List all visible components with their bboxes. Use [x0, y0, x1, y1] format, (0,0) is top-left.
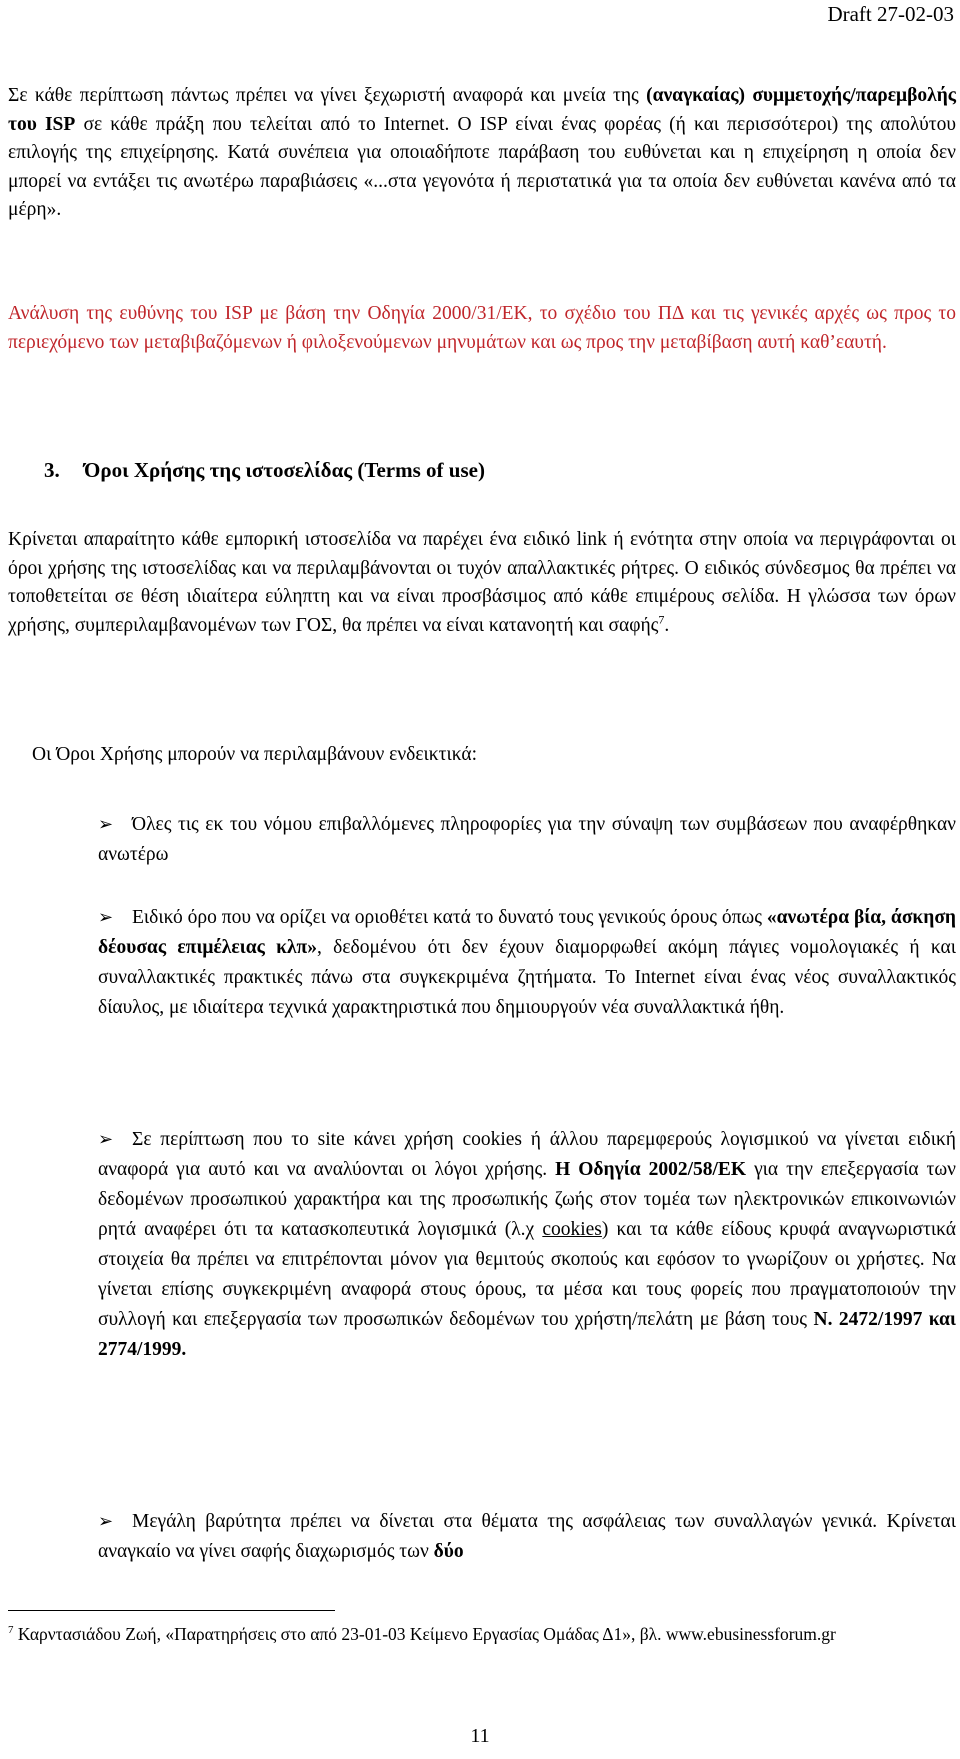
arrow-bullet-icon: ➢	[98, 1511, 114, 1531]
list-item	[98, 1124, 956, 1365]
bold-text: Ν. 2472/1997 και 2774/1999.	[98, 1309, 956, 1360]
text: Μεγάλη βαρύτητα πρέπει να δίνεται στα θέματα της ασφάλειας των συναλλαγών γενικά. Κρίνεται αναγκαίο να γίνει σαφής διαχωρισμός των	[98, 1511, 956, 1562]
list-item	[98, 1506, 956, 1567]
bold-text: δύο	[433, 1541, 464, 1562]
section-title: Όροι Χρήσης της ιστοσελίδας (Terms of use)	[84, 458, 485, 482]
arrow-bullet-icon: ➢	[98, 814, 114, 834]
footnote-marker: 7	[8, 1624, 14, 1637]
bold-text: (αναγκαίας) συμμετοχής/παρεμβολής του ISP	[8, 85, 956, 135]
paragraph-terms-of-use	[8, 526, 956, 640]
text: για την επεξεργασία των δεδομένων προσωπικού χαρακτήρα και της προσωπικής ζωής στον τομέα των ηλεκτρονικών επικοινωνιών ρητά αναφέρει ότι τα κατασκοπευτικά λογισμικά (λ.χ	[98, 1159, 957, 1240]
page-number: 11	[470, 1725, 490, 1747]
list-item	[98, 809, 956, 870]
footnote-text: Καρντασιάδου Ζωή, «Παρατηρήσεις στο από 23-01-03 Κείμενο Εργασίας Ομάδας Δ1», βλ. www.ebusinessforum.gr	[13, 1624, 836, 1644]
underlined-text: cookies	[542, 1219, 602, 1240]
footnote-divider	[8, 1610, 335, 1611]
text: Σε περίπτωση που το site κάνει χρήση cookies ή άλλου παρεμφερούς λογισμικού να γίνεται ειδική αναφορά για αυτό και να αναλύονται οι λόγοι χρήσης.	[98, 1129, 956, 1180]
paragraph-isp-participation	[8, 82, 956, 225]
text: .	[664, 614, 670, 636]
paragraph-isp-liability-note: Ανάλυση της ευθύνης του ISP με βάση την Οδηγία 2000/31/ΕΚ, το σχέδιο του ΠΔ και τις γενικές αρχές ως προς το περιεχόμενο των μεταβιβαζόμενων ή φιλοξενούμενων μηνυμάτων και ως προς την μεταβίβαση αυτή καθ’εαυτή.	[8, 303, 956, 353]
footnote-ref[interactable]: 7	[658, 612, 665, 626]
bold-text: «ανωτέρα βία, άσκηση δέουσας επιμέλειας κλπ»	[98, 907, 956, 958]
text: Κρίνεται απαραίτητο κάθε εμπορική ιστοσελίδα να παρέχει ένα ειδικό link ή ενότητα στην οποία να περιγράφονται οι όροι χρήσης της ιστοσελίδας και να περιλαμβάνονται οι τυχόν απαλλακτικές ρήτρες. Ο ειδικός σύνδεσμος θα πρέπει να τοποθετείται σε θέση ιδιαίτερα εύληπτη και να είναι προσβάσιμος από κάθε επιμέρους σελίδα. Η γλώσσα των όρων χρήσης, συμπεριλαμβανομένων των ΓΟΣ, θα πρέπει να είναι κατανοητή και σαφής	[8, 529, 956, 636]
arrow-bullet-icon: ➢	[98, 1129, 114, 1149]
text: Όλες τις εκ του νόμου επιβαλλόμενες πληροφορίες για την σύναψη των συμβάσεων που αναφέρθηκαν ανωτέρω	[98, 814, 956, 865]
section-heading	[44, 458, 485, 483]
bold-text: Η Οδηγία 2002/58/ΕΚ	[555, 1159, 747, 1180]
text: Σε κάθε περίπτωση πάντως πρέπει να γίνει ξεχωριστή αναφορά και μνεία της	[8, 85, 647, 106]
text: , δεδομένου ότι δεν έχουν διαμορφωθεί ακόμη πάγιες νομολογιακές ή και συναλλακτικές πρακτικές πάνω στα συγκεκριμένα ζητήματα. Το Internet είναι ένας νέος συναλλακτικός δίαυλος, με ιδιαίτερα τεχνικά χαρακτηριστικά που δημιουργούν νέα συναλλακτικά ήθη.	[98, 937, 956, 1018]
list-intro: Οι Όροι Χρήσης μπορούν να περιλαμβάνουν ενδεικτικά:	[32, 744, 478, 765]
text: Ειδικό όρο που να ορίζει να οριοθέτει κατά το δυνατό τους γενικούς όρους όπως	[132, 907, 767, 928]
list-item	[98, 902, 956, 1023]
section-number: 3.	[44, 458, 60, 482]
text: ) και τα κάθε είδους κρυφά αναγνωριστικά στοιχεία θα πρέπει να επιτρέπονται μόνον για θεμιτούς σκοπούς και εφόσον το γνωρίζουν οι χρήστες. Να γίνεται επίσης συγκεκριμένη αναφορά στους όρους, τα μέσα και τους φορείς που πραγματοποιούν την συλλογή και επεξεργασία των προσωπικών δεδομένων του χρήστη/πελάτη με βάση τους	[98, 1219, 956, 1330]
text: σε κάθε πράξη που τελείται από το Internet. Ο ISP είναι ένας φορέας (ή και περισσότεροι) της απολύτου επιλογής της επιχείρησης. Κατά συνέπεια για οποιαδήποτε παράβαση του ευθύνεται και η επιχείρηση η οποία δεν μπορεί να εντάξει τις ανωτέρω παραβιάσεις «...στα γεγονότα ή περιστατικά για τα οποία δεν ευθύνεται κανένα από τα μέρη».	[8, 113, 956, 220]
draft-label: Draft 27-02-03	[827, 2, 954, 26]
footnote	[8, 1622, 948, 1646]
arrow-bullet-icon: ➢	[98, 907, 114, 927]
